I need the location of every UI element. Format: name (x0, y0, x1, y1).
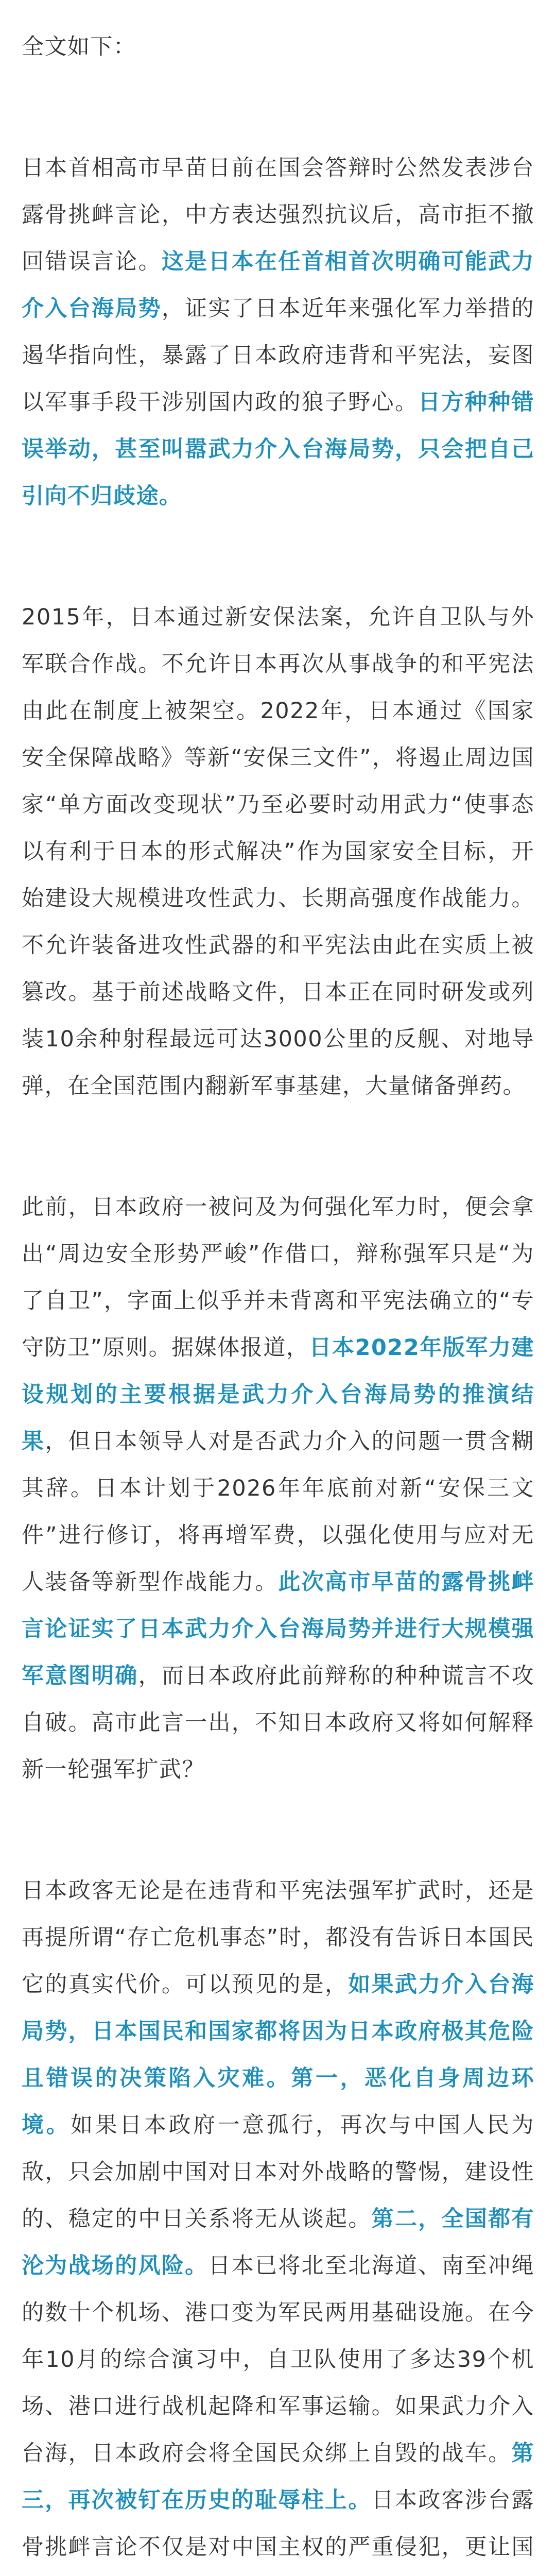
article-paragraph (22, 145, 534, 520)
body-text: ，但日本领导人对是否武力介入的问题一贯含糊其辞。日本计划于2026年年底前对新“安保三文件”进行修订，将再增军费，以强化使用与应对无人装备等新型作战能力。 (22, 1429, 535, 1595)
body-text: 如果日本政府一意孤行，再次与中国人民为敌，只会加剧中国对日本对外战略的警惕，建设性的、稳定的中日关系将无从谈起。 (22, 2112, 535, 2232)
highlighted-text: 此次高市早苗的露骨挑衅言论证实了日本武力介入台海局势并进行大规模强军意图明确 (22, 1569, 535, 1689)
body-text: 日本政客无论是在违背和平宪法强军扩武时，还是再提所谓“存亡危机事态”时，都没有告诉日本国民它的真实代价。可以预见的是， (22, 1878, 534, 1997)
body-text: 日本首相高市早苗日前在国会答辩时公然发表涉台露骨挑衅言论，中方表达强烈抗议后，高市拒不撤回错误言论。 (22, 155, 534, 275)
article-paragraph (22, 1868, 534, 2576)
article-paragraph (22, 594, 534, 1110)
highlighted-text: 日本2022年版军力建设规划的主要根据是武力介入台海局势的推演结果 (22, 1335, 534, 1454)
body-text: ，而日本政府此前辩称的种种谎言不攻自破。高市此言一出，不知日本政府又将如何解释新一轮强军扩武？ (22, 1663, 535, 1783)
article-paragraphs (22, 145, 534, 2576)
body-text: 日本已将北至北海道、南至冲绳的数十个机场、港口变为军民两用基础设施。在今年10月的综合演习中，自卫队使用了多达39个机场、港口进行战机起降和军事运输。如果武力介入台海，日本政府会将全国民众绑上自毁的战车。 (22, 2253, 535, 2466)
body-text: ，证实了日本近年来强化军力举措的遏华指向性，暴露了日本政府违背和平宪法，妄图以军事手段干涉别国内政的狼子野心。 (22, 296, 535, 415)
highlighted-text: 第二，全国都有沦为战场的风险。 (22, 2206, 535, 2279)
article-paragraph (22, 1184, 534, 1793)
highlighted-text: 如果武力介入台海局势，日本国民和国家都将因为日本政府极其危险且错误的决策陷入灾难。第一，恶化自身周边环境。 (22, 1972, 535, 2138)
body-text: 2015年，日本通过新安保法案，允许自卫队与外军联合作战。不允许日本再次从事战争的和平宪法由此在制度上被架空。2022年，日本通过《国家安全保障战略》等新“安保三文件”，将遏止周边国家“单方面改变现状”乃至必要时动用武力“使事态以有利于日本的形式解决”作为国家安全目标，开始建设大规模进攻性武力、长期高强度作战能力。不允许装备进攻性武器的和平宪法由此在实质上被篡改。基于前述战略文件，日本正在同时研发或列装10余种射程最远可达3000公里的反舰、对地导弹，在全国范围内翻新军事基建，大量储备弹药。 (22, 604, 534, 1099)
highlighted-text: 第三，再次被钉在历史的耻辱柱上。 (22, 2441, 534, 2513)
intro-line: 全文如下： (22, 34, 136, 60)
highlighted-text: 日方种种错误举动，甚至叫嚣武力介入台海局势，只会把自己引向不归歧途。 (22, 389, 535, 509)
body-text: 此前，日本政府一被问及为何强化军力时，便会拿出“周边安全形势严峻”作借口，辩称强军只是“为了自卫”，字面上似乎并未背离和平宪法确立的“专守防卫”原则。据媒体报道， (22, 1194, 534, 1361)
highlighted-text: 这是日本在任首相首次明确可能武力介入台海局势 (22, 249, 535, 321)
body-text: 日本政客涉台露骨挑衅言论不仅是对中国主权的严重侵犯，更让国 (22, 2487, 535, 2560)
